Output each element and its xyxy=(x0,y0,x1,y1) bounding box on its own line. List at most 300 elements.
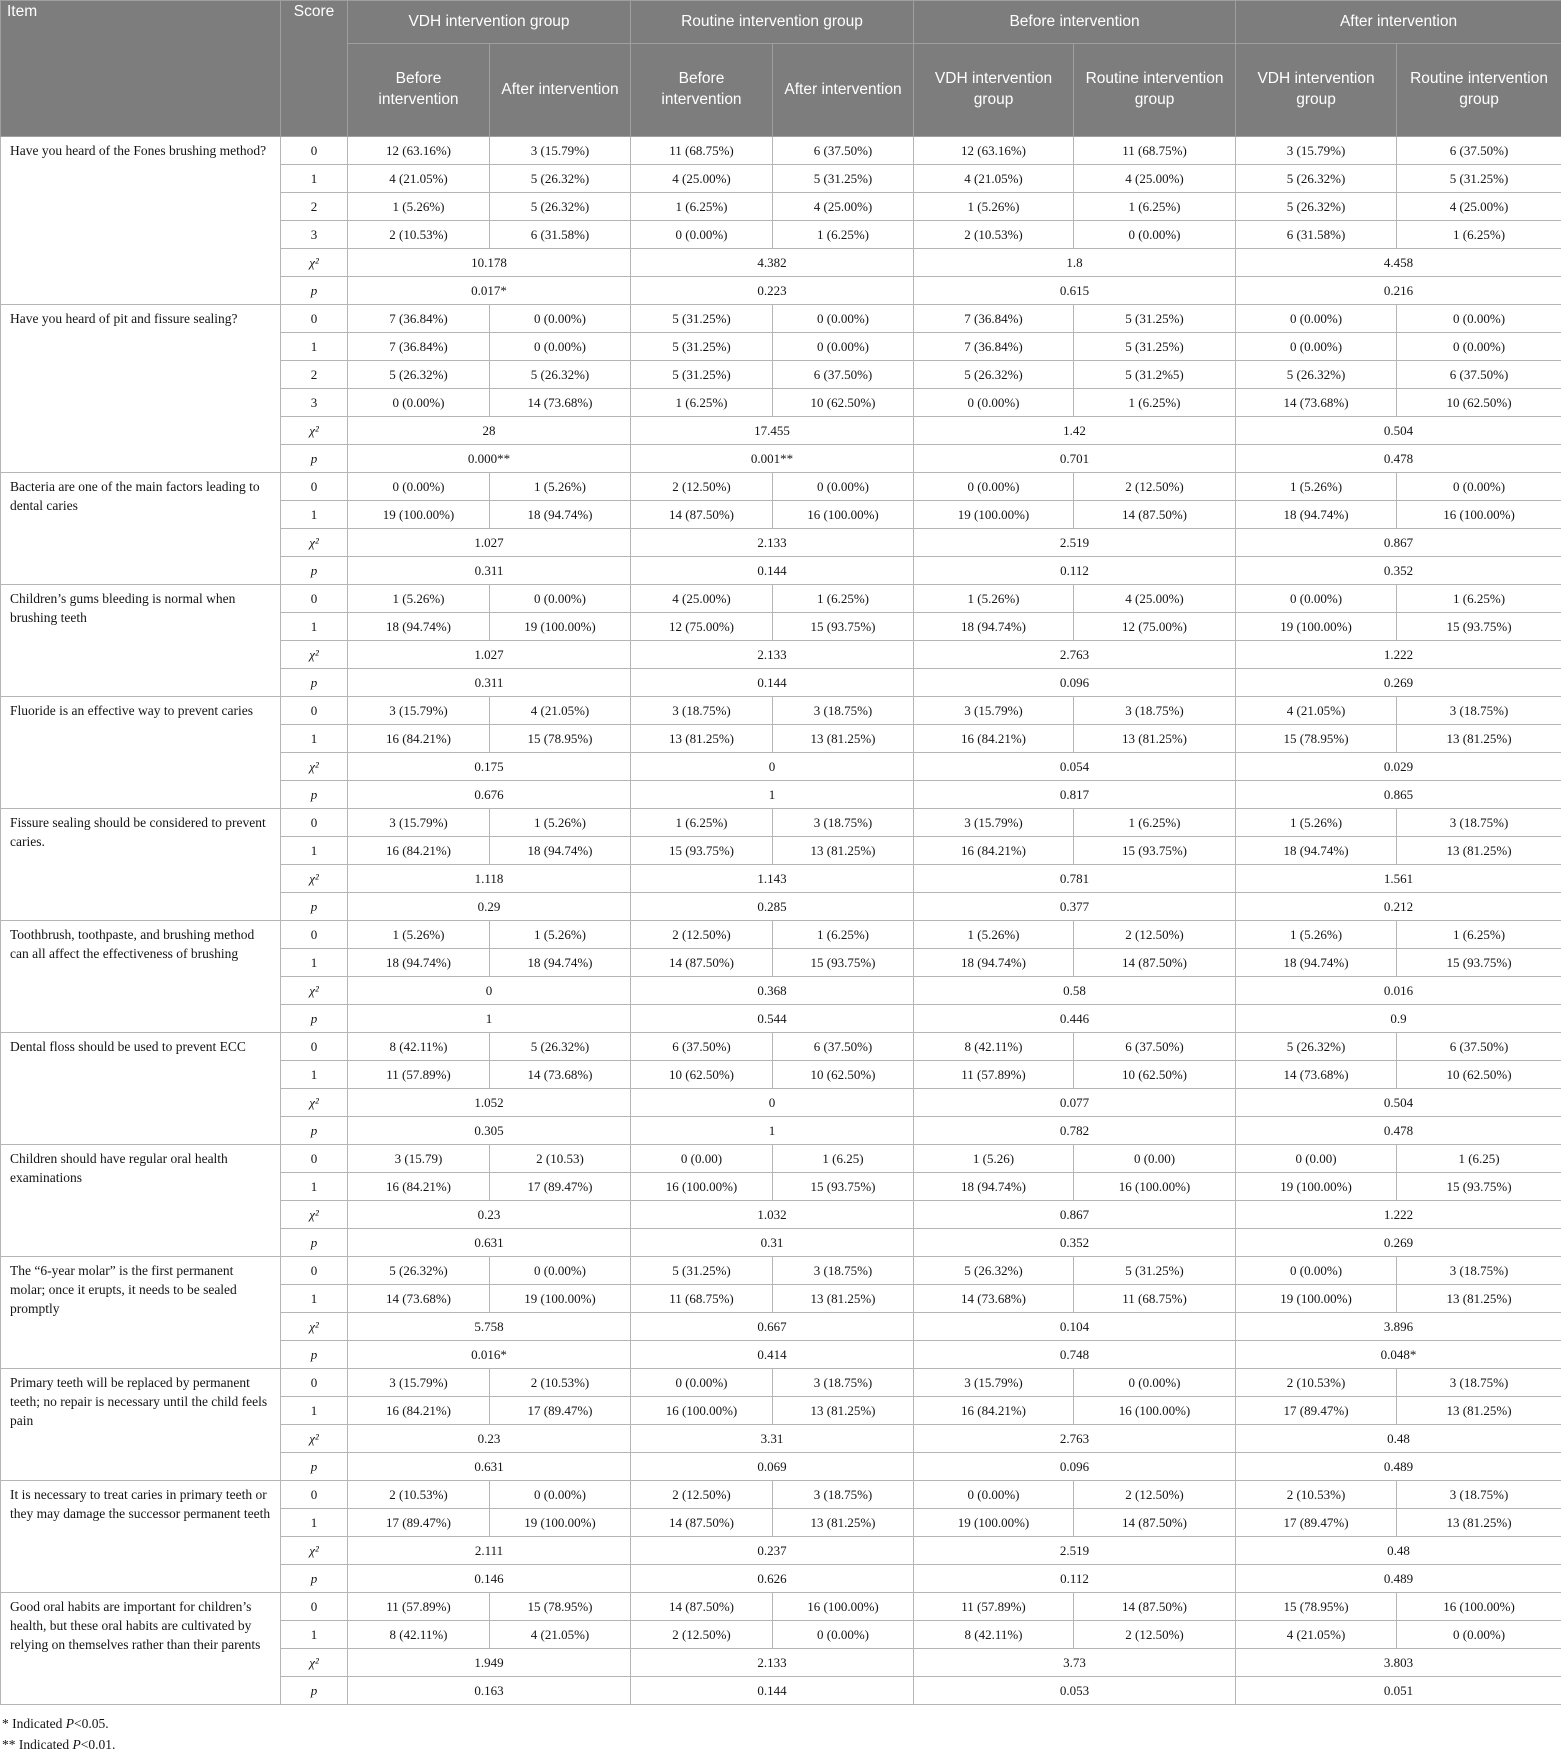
item-label: Toothbrush, toothpaste, and brushing method can all affect the effectiveness of brushing xyxy=(1,921,281,1033)
data-cell: 10 (62.50%) xyxy=(1074,1061,1236,1089)
data-cell: 2 (12.50%) xyxy=(1074,921,1236,949)
score-row xyxy=(1,585,1561,613)
data-cell: 16 (84.21%) xyxy=(348,1173,490,1201)
stat-label: p xyxy=(281,1117,348,1145)
p-value: 0.544 xyxy=(631,1005,914,1033)
stat-label: p xyxy=(281,781,348,809)
data-cell: 10 (62.50%) xyxy=(773,1061,914,1089)
data-cell: 0 (0.00%) xyxy=(1397,1621,1561,1649)
group-header-routine-intervention: Routine intervention group xyxy=(631,1,914,44)
p-value: 0.31 xyxy=(631,1229,914,1257)
data-cell: 11 (68.75%) xyxy=(1074,137,1236,165)
data-cell: 15 (93.75%) xyxy=(773,613,914,641)
data-cell: 1 (6.25%) xyxy=(1074,809,1236,837)
p-value: 0.631 xyxy=(348,1453,631,1481)
p-value: 0.782 xyxy=(914,1117,1236,1145)
data-cell: 6 (31.58%) xyxy=(1236,221,1397,249)
stat-label: p xyxy=(281,893,348,921)
data-cell: 3 (15.79%) xyxy=(1236,137,1397,165)
data-cell: 2 (12.50%) xyxy=(1074,473,1236,501)
p-value: 0.069 xyxy=(631,1453,914,1481)
data-cell: 8 (42.11%) xyxy=(914,1033,1074,1061)
data-cell: 7 (36.84%) xyxy=(914,305,1074,333)
chi-square-value: 0.237 xyxy=(631,1537,914,1565)
data-cell: 16 (100.00%) xyxy=(1397,1593,1561,1621)
p-value: 0.446 xyxy=(914,1005,1236,1033)
stat-label: χ² xyxy=(281,1201,348,1229)
stat-label: p xyxy=(281,445,348,473)
p-value: 0.615 xyxy=(914,277,1236,305)
data-cell: 14 (87.50%) xyxy=(1074,501,1236,529)
data-cell: 18 (94.74%) xyxy=(1236,949,1397,977)
score-row xyxy=(1,137,1561,165)
p-value: 0.478 xyxy=(1236,445,1561,473)
score-row xyxy=(1,697,1561,725)
p-value: 0.626 xyxy=(631,1565,914,1593)
p-value: 0.269 xyxy=(1236,669,1561,697)
data-cell: 1 (5.26%) xyxy=(1236,473,1397,501)
p-value: 0.377 xyxy=(914,893,1236,921)
data-cell: 4 (21.05%) xyxy=(914,165,1074,193)
table-body xyxy=(1,137,1561,1705)
score-value: 0 xyxy=(281,921,348,949)
data-cell: 12 (75.00%) xyxy=(631,613,773,641)
data-cell: 13 (81.25%) xyxy=(773,1397,914,1425)
data-cell: 18 (94.74%) xyxy=(1236,837,1397,865)
data-cell: 1 (6.25%) xyxy=(1074,193,1236,221)
data-cell: 10 (62.50%) xyxy=(1397,1061,1561,1089)
data-cell: 8 (42.11%) xyxy=(348,1033,490,1061)
data-cell: 11 (57.89%) xyxy=(914,1061,1074,1089)
data-cell: 5 (26.32%) xyxy=(348,361,490,389)
data-cell: 17 (89.47%) xyxy=(1236,1509,1397,1537)
data-cell: 19 (100.00%) xyxy=(1236,1285,1397,1313)
p-value: 0.865 xyxy=(1236,781,1561,809)
data-cell: 18 (94.74%) xyxy=(914,613,1074,641)
data-cell: 4 (25.00%) xyxy=(631,585,773,613)
data-cell: 5 (26.32%) xyxy=(490,193,631,221)
data-cell: 5 (31.25%) xyxy=(1074,333,1236,361)
column-header-item: Item xyxy=(1,1,281,137)
data-cell: 5 (31.25%) xyxy=(1074,1257,1236,1285)
stat-label: χ² xyxy=(281,1425,348,1453)
score-row xyxy=(1,1593,1561,1621)
stat-label: χ² xyxy=(281,529,348,557)
item-label: Dental floss should be used to prevent ECC xyxy=(1,1033,281,1145)
score-value: 0 xyxy=(281,585,348,613)
p-value: 0.048* xyxy=(1236,1341,1561,1369)
data-cell: 0 (0.00%) xyxy=(490,585,631,613)
data-cell: 5 (31.25%) xyxy=(631,333,773,361)
data-cell: 0 (0.00%) xyxy=(490,1481,631,1509)
data-cell: 1 (6.25) xyxy=(773,1145,914,1173)
data-cell: 0 (0.00%) xyxy=(773,305,914,333)
data-cell: 8 (42.11%) xyxy=(914,1621,1074,1649)
p-value: 0.414 xyxy=(631,1341,914,1369)
data-cell: 16 (84.21%) xyxy=(348,837,490,865)
stat-label: χ² xyxy=(281,641,348,669)
data-cell: 1 (5.26%) xyxy=(914,193,1074,221)
chi-square-value: 0.504 xyxy=(1236,417,1561,445)
sub-header-before-vdh: VDH intervention group xyxy=(914,44,1074,137)
p-value: 1 xyxy=(631,1117,914,1145)
stat-label: χ² xyxy=(281,1649,348,1677)
stat-label: p xyxy=(281,1565,348,1593)
item-label: Have you heard of the Fones brushing method? xyxy=(1,137,281,305)
footnote-p-symbol: P xyxy=(66,1716,74,1731)
score-value: 0 xyxy=(281,473,348,501)
chi-square-value: 0.58 xyxy=(914,977,1236,1005)
sub-header-after-vdh: VDH intervention group xyxy=(1236,44,1397,137)
data-cell: 16 (84.21%) xyxy=(914,1397,1074,1425)
data-cell: 12 (63.16%) xyxy=(348,137,490,165)
data-cell: 1 (5.26%) xyxy=(1236,809,1397,837)
data-cell: 3 (18.75%) xyxy=(1397,1369,1561,1397)
chi-square-value: 3.896 xyxy=(1236,1313,1561,1341)
data-cell: 14 (87.50%) xyxy=(631,1509,773,1537)
score-row xyxy=(1,1369,1561,1397)
score-row xyxy=(1,1257,1561,1285)
score-value: 0 xyxy=(281,1257,348,1285)
score-value: 1 xyxy=(281,613,348,641)
score-value: 0 xyxy=(281,1033,348,1061)
p-value: 0.285 xyxy=(631,893,914,921)
chi-square-value: 0.029 xyxy=(1236,753,1561,781)
chi-square-value: 0.016 xyxy=(1236,977,1561,1005)
p-value: 0.29 xyxy=(348,893,631,921)
chi-square-value: 0.23 xyxy=(348,1201,631,1229)
chi-square-value: 2.133 xyxy=(631,529,914,557)
data-cell: 3 (15.79%) xyxy=(348,809,490,837)
data-cell: 14 (73.68%) xyxy=(490,389,631,417)
data-cell: 14 (73.68%) xyxy=(914,1285,1074,1313)
p-value: 0.096 xyxy=(914,669,1236,697)
data-cell: 5 (31.25%) xyxy=(631,305,773,333)
data-cell: 11 (57.89%) xyxy=(914,1593,1074,1621)
p-value: 0.053 xyxy=(914,1677,1236,1705)
data-cell: 0 (0.00%) xyxy=(631,221,773,249)
score-value: 1 xyxy=(281,333,348,361)
chi-square-value: 0 xyxy=(348,977,631,1005)
chi-square-value: 4.458 xyxy=(1236,249,1561,277)
stat-label: p xyxy=(281,557,348,585)
data-cell: 5 (26.32%) xyxy=(1236,1033,1397,1061)
p-value: 0.701 xyxy=(914,445,1236,473)
data-cell: 16 (84.21%) xyxy=(348,1397,490,1425)
data-cell: 15 (78.95%) xyxy=(1236,725,1397,753)
data-cell: 14 (87.50%) xyxy=(631,501,773,529)
data-cell: 11 (57.89%) xyxy=(348,1593,490,1621)
data-cell: 3 (18.75%) xyxy=(773,1481,914,1509)
data-cell: 3 (18.75%) xyxy=(1397,1481,1561,1509)
data-cell: 10 (62.50%) xyxy=(631,1061,773,1089)
chi-square-value: 0.104 xyxy=(914,1313,1236,1341)
chi-square-value: 0.504 xyxy=(1236,1089,1561,1117)
data-cell: 5 (26.32%) xyxy=(490,165,631,193)
data-cell: 4 (25.00%) xyxy=(1074,165,1236,193)
data-cell: 0 (0.00) xyxy=(631,1145,773,1173)
data-cell: 3 (18.75%) xyxy=(773,809,914,837)
data-cell: 18 (94.74%) xyxy=(914,1173,1074,1201)
score-value: 0 xyxy=(281,1593,348,1621)
score-row xyxy=(1,305,1561,333)
data-cell: 6 (31.58%) xyxy=(490,221,631,249)
data-cell: 2 (10.53%) xyxy=(1236,1369,1397,1397)
score-value: 1 xyxy=(281,1509,348,1537)
data-cell: 17 (89.47%) xyxy=(490,1397,631,1425)
data-cell: 18 (94.74%) xyxy=(348,613,490,641)
data-cell: 16 (100.00%) xyxy=(773,1593,914,1621)
stat-label: p xyxy=(281,669,348,697)
score-value: 1 xyxy=(281,1173,348,1201)
data-cell: 3 (18.75%) xyxy=(773,697,914,725)
chi-square-value: 28 xyxy=(348,417,631,445)
data-cell: 5 (31.25%) xyxy=(1397,165,1561,193)
p-value: 0.269 xyxy=(1236,1229,1561,1257)
data-cell: 0 (0.00%) xyxy=(1236,305,1397,333)
data-cell: 15 (93.75%) xyxy=(1397,1173,1561,1201)
chi-square-value: 0.867 xyxy=(914,1201,1236,1229)
data-cell: 1 (6.25%) xyxy=(1397,921,1561,949)
data-cell: 18 (94.74%) xyxy=(348,949,490,977)
data-cell: 18 (94.74%) xyxy=(914,949,1074,977)
chi-square-value: 0.077 xyxy=(914,1089,1236,1117)
chi-square-value: 0.054 xyxy=(914,753,1236,781)
data-cell: 0 (0.00%) xyxy=(1074,1369,1236,1397)
chi-square-value: 1.949 xyxy=(348,1649,631,1677)
data-cell: 18 (94.74%) xyxy=(490,949,631,977)
score-value: 0 xyxy=(281,1145,348,1173)
data-cell: 1 (5.26%) xyxy=(914,585,1074,613)
item-label: It is necessary to treat caries in primary teeth or they may damage the successor permanent teeth xyxy=(1,1481,281,1593)
data-cell: 5 (26.32%) xyxy=(490,1033,631,1061)
data-cell: 3 (15.79%) xyxy=(348,1369,490,1397)
chi-square-value: 0.48 xyxy=(1236,1425,1561,1453)
data-cell: 3 (15.79%) xyxy=(914,1369,1074,1397)
data-cell: 0 (0.00%) xyxy=(1397,473,1561,501)
chi-square-value: 0 xyxy=(631,1089,914,1117)
data-cell: 6 (37.50%) xyxy=(773,137,914,165)
data-cell: 5 (31.25%) xyxy=(1074,305,1236,333)
data-cell: 5 (26.32%) xyxy=(914,1257,1074,1285)
p-value: 0.051 xyxy=(1236,1677,1561,1705)
data-cell: 17 (89.47%) xyxy=(348,1509,490,1537)
data-cell: 1 (5.26%) xyxy=(490,921,631,949)
p-value: 0.489 xyxy=(1236,1565,1561,1593)
data-cell: 6 (37.50%) xyxy=(773,1033,914,1061)
data-cell: 4 (21.05%) xyxy=(1236,1621,1397,1649)
data-cell: 0 (0.00%) xyxy=(773,1621,914,1649)
chi-square-value: 0.781 xyxy=(914,865,1236,893)
data-cell: 1 (6.25%) xyxy=(631,389,773,417)
data-cell: 19 (100.00%) xyxy=(490,1509,631,1537)
data-cell: 2 (12.50%) xyxy=(631,921,773,949)
p-value: 0.112 xyxy=(914,557,1236,585)
data-cell: 2 (12.50%) xyxy=(631,473,773,501)
data-cell: 6 (37.50%) xyxy=(1074,1033,1236,1061)
p-value: 0.223 xyxy=(631,277,914,305)
data-cell: 5 (31.25%) xyxy=(631,1257,773,1285)
data-cell: 14 (73.68%) xyxy=(1236,389,1397,417)
data-cell: 0 (0.00%) xyxy=(1074,221,1236,249)
data-cell: 4 (25.00%) xyxy=(773,193,914,221)
chi-square-value: 2.519 xyxy=(914,1537,1236,1565)
item-label: Have you heard of pit and fissure sealing? xyxy=(1,305,281,473)
chi-square-value: 0.48 xyxy=(1236,1537,1561,1565)
data-cell: 15 (93.75%) xyxy=(773,1173,914,1201)
chi-square-value: 0.175 xyxy=(348,753,631,781)
p-value: 0.216 xyxy=(1236,277,1561,305)
chi-square-value: 5.758 xyxy=(348,1313,631,1341)
data-cell: 6 (37.50%) xyxy=(773,361,914,389)
table-header xyxy=(1,1,1561,137)
data-cell: 16 (100.00%) xyxy=(1074,1397,1236,1425)
p-value: 1 xyxy=(348,1005,631,1033)
p-value: 0.144 xyxy=(631,669,914,697)
data-cell: 10 (62.50%) xyxy=(773,389,914,417)
p-value: 0.631 xyxy=(348,1229,631,1257)
data-cell: 7 (36.84%) xyxy=(348,333,490,361)
footnote-text: ** Indicated xyxy=(2,1737,72,1752)
data-cell: 2 (12.50%) xyxy=(1074,1481,1236,1509)
stat-label: p xyxy=(281,1005,348,1033)
data-cell: 16 (100.00%) xyxy=(773,501,914,529)
stat-label: χ² xyxy=(281,865,348,893)
p-value: 0.144 xyxy=(631,557,914,585)
data-cell: 3 (18.75%) xyxy=(1397,809,1561,837)
item-label: Primary teeth will be replaced by permanent teeth; no repair is necessary until the child feels pain xyxy=(1,1369,281,1481)
stat-label: χ² xyxy=(281,417,348,445)
data-cell: 13 (81.25%) xyxy=(631,725,773,753)
data-cell: 2 (12.50%) xyxy=(631,1481,773,1509)
data-cell: 16 (100.00%) xyxy=(1397,501,1561,529)
data-cell: 4 (21.05%) xyxy=(1236,697,1397,725)
score-value: 2 xyxy=(281,361,348,389)
footnote-text: * Indicated xyxy=(2,1716,66,1731)
data-cell: 12 (75.00%) xyxy=(1074,613,1236,641)
chi-square-value: 1.027 xyxy=(348,529,631,557)
data-cell: 12 (63.16%) xyxy=(914,137,1074,165)
data-cell: 16 (100.00%) xyxy=(631,1173,773,1201)
footnote-text: <0.05. xyxy=(74,1716,109,1731)
data-cell: 15 (93.75%) xyxy=(1074,837,1236,865)
data-cell: 3 (15.79%) xyxy=(348,697,490,725)
data-cell: 18 (94.74%) xyxy=(1236,501,1397,529)
data-cell: 2 (12.50%) xyxy=(1074,1621,1236,1649)
p-value: 0.478 xyxy=(1236,1117,1561,1145)
data-cell: 13 (81.25%) xyxy=(773,1509,914,1537)
data-cell: 3 (15.79) xyxy=(348,1145,490,1173)
data-cell: 0 (0.00%) xyxy=(490,305,631,333)
data-cell: 0 (0.00%) xyxy=(773,473,914,501)
data-cell: 0 (0.00) xyxy=(1236,1145,1397,1173)
chi-square-value: 3.73 xyxy=(914,1649,1236,1677)
chi-square-value: 2.763 xyxy=(914,641,1236,669)
data-cell: 5 (26.32%) xyxy=(1236,193,1397,221)
p-value: 0.311 xyxy=(348,557,631,585)
data-cell: 1 (6.25%) xyxy=(1397,221,1561,249)
score-value: 1 xyxy=(281,949,348,977)
score-value: 0 xyxy=(281,137,348,165)
data-cell: 13 (81.25%) xyxy=(1397,1397,1561,1425)
data-cell: 4 (21.05%) xyxy=(348,165,490,193)
chi-square-value: 1.561 xyxy=(1236,865,1561,893)
item-label: Fluoride is an effective way to prevent caries xyxy=(1,697,281,809)
data-cell: 19 (100.00%) xyxy=(1236,1173,1397,1201)
data-cell: 1 (5.26) xyxy=(914,1145,1074,1173)
data-cell: 14 (73.68%) xyxy=(490,1061,631,1089)
data-cell: 15 (93.75%) xyxy=(1397,949,1561,977)
data-cell: 11 (68.75%) xyxy=(631,137,773,165)
data-cell: 1 (5.26%) xyxy=(348,193,490,221)
data-cell: 11 (57.89%) xyxy=(348,1061,490,1089)
chi-square-value: 2.133 xyxy=(631,1649,914,1677)
data-cell: 1 (6.25) xyxy=(1397,1145,1561,1173)
stat-label: χ² xyxy=(281,1089,348,1117)
p-value: 0.001** xyxy=(631,445,914,473)
p-value: 0.146 xyxy=(348,1565,631,1593)
data-cell: 5 (26.32%) xyxy=(348,1257,490,1285)
data-cell: 19 (100.00%) xyxy=(1236,613,1397,641)
sub-header-vdh-after: After intervention xyxy=(490,44,631,137)
sub-header-vdh-before: Before intervention xyxy=(348,44,490,137)
chi-square-value: 2.133 xyxy=(631,641,914,669)
data-cell: 13 (81.25%) xyxy=(773,837,914,865)
data-cell: 0 (0.00) xyxy=(1074,1145,1236,1173)
data-cell: 14 (87.50%) xyxy=(1074,949,1236,977)
data-cell: 0 (0.00%) xyxy=(773,333,914,361)
score-value: 1 xyxy=(281,1397,348,1425)
data-cell: 1 (5.26%) xyxy=(490,473,631,501)
data-cell: 15 (78.95%) xyxy=(490,1593,631,1621)
data-cell: 0 (0.00%) xyxy=(348,473,490,501)
p-value: 0.489 xyxy=(1236,1453,1561,1481)
chi-square-value: 1.027 xyxy=(348,641,631,669)
score-value: 1 xyxy=(281,501,348,529)
p-value: 0.352 xyxy=(914,1229,1236,1257)
p-value: 0.311 xyxy=(348,669,631,697)
p-value: 0.017* xyxy=(348,277,631,305)
chi-square-value: 3.31 xyxy=(631,1425,914,1453)
chi-square-value: 0.667 xyxy=(631,1313,914,1341)
stat-label: p xyxy=(281,1229,348,1257)
p-value: 0.9 xyxy=(1236,1005,1561,1033)
data-cell: 1 (6.25%) xyxy=(1397,585,1561,613)
data-cell: 3 (18.75%) xyxy=(773,1257,914,1285)
data-cell: 2 (10.53%) xyxy=(1236,1481,1397,1509)
data-cell: 16 (84.21%) xyxy=(914,837,1074,865)
score-row xyxy=(1,921,1561,949)
p-value: 0.676 xyxy=(348,781,631,809)
p-value: 0.352 xyxy=(1236,557,1561,585)
chi-square-value: 1.052 xyxy=(348,1089,631,1117)
sub-header-routine-before: Before intervention xyxy=(631,44,773,137)
data-cell: 7 (36.84%) xyxy=(348,305,490,333)
data-cell: 13 (81.25%) xyxy=(773,1285,914,1313)
chi-square-value: 3.803 xyxy=(1236,1649,1561,1677)
score-value: 0 xyxy=(281,305,348,333)
chi-square-value: 1.8 xyxy=(914,249,1236,277)
data-cell: 2 (10.53%) xyxy=(348,1481,490,1509)
chi-square-value: 0.368 xyxy=(631,977,914,1005)
score-value: 0 xyxy=(281,697,348,725)
data-cell: 15 (78.95%) xyxy=(490,725,631,753)
data-cell: 4 (25.00%) xyxy=(1397,193,1561,221)
chi-square-value: 0 xyxy=(631,753,914,781)
data-cell: 3 (18.75%) xyxy=(1397,697,1561,725)
chi-square-value: 2.111 xyxy=(348,1537,631,1565)
data-cell: 5 (31.2%5) xyxy=(1074,361,1236,389)
